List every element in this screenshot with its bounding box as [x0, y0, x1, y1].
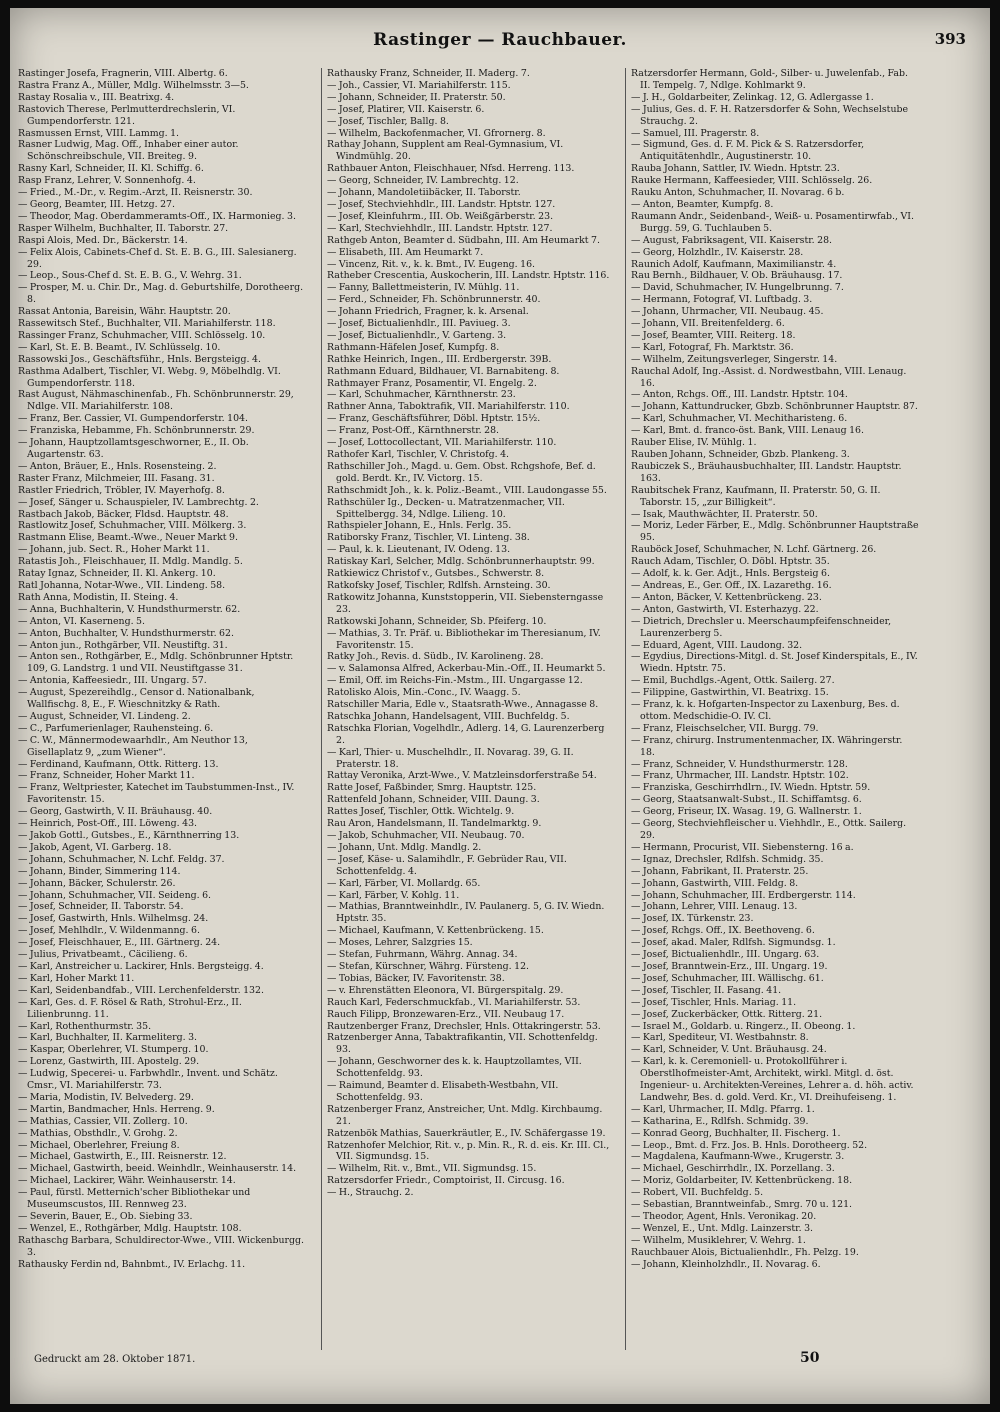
- directory-entry: — Karl, Stechviehhdlr., III. Landstr. Hptstr. 127.: [327, 222, 553, 234]
- directory-entry: — Franz, Geschäftsführer, Döbl. Hptstr. 15½.: [327, 413, 541, 425]
- directory-entry: Rauba Johann, Sattler, IV. Wiedn. Hptstr. 23.: [631, 163, 840, 175]
- directory-entry: — Mathias, Obsthdlr., V. Grohg. 2.: [18, 1127, 178, 1139]
- directory-entry: — Josef, Käse- u. Salamihdlr., F. Gebrüder Rau, VII. Schottenfeldg. 4.: [327, 853, 567, 877]
- directory-entry: — August, Spezereihdlg., Censor d. Nationalbank, Wallfischg. 8, E., F. Wieschnitzky & Rath.: [18, 687, 255, 711]
- directory-entry: — Josef, Kleinfuhrm., III. Ob. Weißgärberstr. 23.: [327, 210, 554, 222]
- directory-entry: — Michael, Oberlehrer, Freiung 8.: [18, 1139, 180, 1151]
- directory-entry: — Theodor, Mag. Oberdammeramts-Off., IX. Harmoniеg. 3.: [18, 210, 296, 222]
- directory-entry: Rastra Franz A., Müller, Mdlg. Wilhelmsstr. 3—5.: [18, 79, 249, 91]
- directory-entry: — Josef, Branntwein-Erz., III. Ungarg. 19.: [631, 960, 828, 972]
- directory-entry: — Mathias, Cassier, VII. Zollerg. 10.: [18, 1115, 188, 1127]
- directory-entry: — Jakob, Agent, VI. Garberg. 18.: [18, 841, 172, 853]
- directory-entry: — Jakob Gottl., Gutsbes., E., Kärnthnerring 13.: [18, 830, 240, 841]
- column-2: [321, 68, 615, 1350]
- directory-entry: — Samuel, III. Pragerstr. 8.: [631, 127, 760, 139]
- directory-entry: — Josef, Bictualienhdlr., V. Garteng. 3.: [327, 329, 507, 341]
- directory-entry: — Johann, jub. Sect. R., Hoher Markt 11.: [18, 544, 210, 556]
- directory-entry: — Johann, Binder, Simmering 114.: [18, 865, 181, 877]
- directory-entry: Rathmayer Franz, Posamentir, VI. Engelg. 2.: [327, 377, 537, 389]
- directory-entry: — Magdalena, Kaufmann-Wwe., Krugerstr. 3.: [631, 1151, 845, 1163]
- directory-entry: — Michael, Gastwirth, beeid. Weinhdlr., Weinhauserstr. 14.: [18, 1163, 297, 1175]
- directory-entry: — Karl, Thier- u. Muschelhdlr., II. Novarag. 39, G. II. Praterstr. 18.: [327, 746, 574, 770]
- directory-entry: Rau Aron, Handelsmann, II. Tandelmarktg. 9.: [327, 818, 542, 830]
- directory-entry: — Georg, Gastwirth, V. II. Bräuhausg. 40.: [18, 806, 213, 818]
- directory-entry: — Michael, Kaufmann, V. Kettenbrückeng. 15.: [327, 925, 544, 937]
- directory-entry: Ratschiller Maria, Edle v., Staatsrath-Wwe., Annagasse 8.: [327, 699, 599, 711]
- directory-entry: — v. Salamonsa Alfred, Ackerbau-Min.-Off., II. Heumarkt 5.: [327, 663, 606, 675]
- directory-entry: Rautzenberger Franz, Drechsler, Hnls. Ottakringerstr. 53.: [327, 1020, 601, 1032]
- directory-entry: — Jakob, Schuhmacher, VII. Neubaug. 70.: [327, 830, 525, 841]
- directory-entry: — Ignaz, Drechsler, Rdlfsh. Schmidg. 35.: [631, 853, 824, 865]
- directory-entry: Rastinger Josefa, Fragnerin, VIII. Albertg. 6.: [18, 68, 228, 79]
- directory-entry: Ratl Johanna, Notar-Wwe., VII. Lindeng. 58.: [18, 579, 226, 591]
- directory-entry: — Karl, k. k. Ceremoniell- u. Protokollführer i. Oberstlhofmeister-Amt, Architekt, wirkl. Mitgl. d. öst. Ingenieur- u. Architekten-Vereines, Lehrer a. d. höh. activ. Landwehr, Bes. d. gold. Verd. Kr., VI. Dreihufeiseng. 1.: [631, 1056, 914, 1103]
- directory-entry: — Karl, Schneider, V. Unt. Bräuhausg. 24.: [631, 1044, 827, 1056]
- directory-entry: — Mathias, 3. Tr. Präf. u. Bibliothekar im Theresianum, IV. Favoritenstr. 15.: [327, 627, 601, 651]
- directory-entry: — Josef, Bictualienhdlr., III. Ungarg. 63.: [631, 949, 820, 961]
- directory-entry: Ratastis Joh., Fleischhauer, II. Mdlg. Mandlg. 5.: [18, 556, 243, 568]
- directory-entry: — Josef, Schneider, II. Taborstr. 54.: [18, 901, 184, 913]
- directory-entry: Rauch Karl, Federschmuckfab., VI. Mariahilferstr. 53.: [327, 996, 581, 1008]
- directory-entry: Raubiczek S., Bräuhausbuchhalter, III. Landstr. Hauptstr. 163.: [631, 460, 902, 484]
- directory-entry: — Anton, Buchhalter, V. Hundsthurmerstr. 62.: [18, 627, 234, 639]
- directory-entry: — Georg, Beamter, III. Hetzg. 27.: [18, 198, 175, 210]
- directory-entry: — Karl, Schuhmacher, VI. Mechitharisteng. 6.: [631, 413, 848, 425]
- directory-entry: Ratay Ignaz, Schneider, II. Kl. Ankerg. 10.: [18, 568, 216, 580]
- directory-entry: Rathay Johann, Supplent am Real-Gymnasium, VI. Windmühlg. 20.: [327, 139, 564, 163]
- directory-entry: Rassat Antonia, Bareisin, Währ. Hauptstr. 20.: [18, 306, 231, 318]
- directory-entry: — Josef, Lottocollectant, VII. Mariahilferstr. 110.: [327, 437, 557, 449]
- page-number: 393: [934, 30, 966, 48]
- directory-entry: — Karl, Rothenthurmstr. 35.: [18, 1020, 152, 1032]
- directory-entry: Rauke Hermann, Kaffeesieder, VIII. Schlösselg. 26.: [631, 175, 873, 187]
- directory-entry: Rath Anna, Modistin, II. Steing. 4.: [18, 591, 179, 603]
- directory-entry: — Johann, Fabrikant, II. Praterstr. 25.: [631, 865, 809, 877]
- directory-entry: — Prosper, M. u. Chir. Dr., Mag. d. Geburtshilfe, Dorotheerg. 8.: [18, 282, 304, 306]
- directory-entry: — Karl, Seidenbandfab., VIII. Lerchenfelderstr. 132.: [18, 984, 264, 996]
- directory-entry: — Johann, Hauptzollamtsgeschworner, E., II. Ob. Augartenstr. 63.: [18, 437, 249, 460]
- directory-entry: Rasner Ludwig, Mag. Off., Inhaber einer autor. Schönschreibschule, VII. Breiteg. 9.: [18, 139, 239, 163]
- directory-entry: — C. W., Männermodewaarhdlr., Am Neuthor 13, Gisellaplatz 9, „zum Wiener“.: [18, 734, 248, 758]
- directory-entry: — Karl, Schuhmacher, Kärnthnerstr. 23.: [327, 389, 516, 401]
- directory-entry: Raunich Adolf, Kaufmann, Maximilianstr. 4.: [631, 258, 837, 270]
- directory-entry: — Karl, Uhrmacher, II. Mdlg. Pfarrg. 1.: [631, 1103, 815, 1115]
- directory-entry: Ratkowitz Johanna, Kunststopperin, VII. Siebensterngasse 23.: [327, 591, 604, 615]
- directory-entry: Rathschiller Joh., Magd. u. Gem. Obst. Rchgshofe, Bef. d. gold. Berdt. Kr., IV. Victorg. 15.: [327, 460, 596, 484]
- directory-entry: Rathschüler Ig., Decken- u. Matratzenmacher, VII. Spittelbergg. 34, Ndlge. Lilieng. 10.: [327, 496, 565, 520]
- directory-entry: Rathmann Eduard, Bildhauer, VI. Barnabiteng. 8.: [327, 365, 560, 377]
- directory-entry: — Paul, fürstl. Metternich'scher Bibliothekar und Museumscustos, III. Rennweg 23.: [18, 1187, 251, 1211]
- directory-entry: Rasny Karl, Schneider, II. Kl. Schiffg. 6.: [18, 163, 204, 175]
- directory-entry: Rattenfeld Johann, Schneider, VIII. Daung. 3.: [327, 794, 540, 806]
- directory-entry: Rastbach Jakob, Bäcker, Fldsd. Hauptstr. 48.: [18, 508, 229, 520]
- sheet-signature: 50: [800, 1350, 820, 1366]
- directory-entry: — Karl, Spediteur, VI. Westbahnstr. 8.: [631, 1032, 809, 1044]
- directory-entry: — Fanny, Ballettmeisterin, IV. Mühlg. 11.: [327, 282, 520, 294]
- directory-entry: Ratzenbök Mathias, Sauerkräutler, E., IV. Schäfergasse 19.: [327, 1127, 606, 1139]
- directory-entry: Raubitschek Franz, Kaufmann, II. Praterstr. 50, G. II. Taborstr. 15, „zur Billigkeit“.: [631, 484, 881, 508]
- directory-entry: — Konrad Georg, Buchhalter, II. Fischerg. 1.: [631, 1127, 841, 1139]
- directory-entry: — Vincenz, Rit. v., k. k. Bmt., IV. Eugeng. 16.: [327, 258, 536, 270]
- directory-entry: Rathaschg Barbara, Schuldirector-Wwe., VIII. Wickenburgg. 3.: [18, 1234, 304, 1258]
- directory-entry: Ratzenberger Franz, Anstreicher, Unt. Mdlg. Kirchbaumg. 21.: [327, 1103, 603, 1127]
- page-title: Rastinger — Rauchbauer.: [373, 30, 627, 50]
- directory-entry: — Adolf, k. k. Ger. Adjt., Hnls. Bergsteig 6.: [631, 568, 830, 580]
- directory-entry: — Raimund, Beamter d. Elisabeth-Westbahn, VII. Schottenfeldg. 93.: [327, 1080, 559, 1103]
- directory-entry: Rathofer Karl, Tischler, V. Christofg. 4.: [327, 449, 510, 460]
- directory-entry: — Stefan, Fuhrmann, Währg. Annag. 34.: [327, 949, 518, 961]
- directory-entry: — Karl, St. E. B. Beamt., IV. Schlüsselg. 10.: [18, 341, 221, 353]
- directory-entry: — Elisabeth, III. Am Heumarkt 7.: [327, 246, 484, 258]
- directory-entry: — Johann, Lehrer, VIII. Lenaug. 13.: [631, 901, 798, 913]
- directory-entry: — Josef, Platirer, VII. Kaiserstr. 6.: [327, 103, 485, 115]
- directory-entry: — Michael, Geschirrhdlr., IX. Porzellang. 3.: [631, 1163, 835, 1175]
- directory-entry: — Ludwig, Specerei- u. Farbwhdlr., Invent. und Schätz. Cmsr., VI. Mariahilferstr. 73.: [18, 1068, 278, 1092]
- directory-entry: — Karl, Färber, V. Kohlg. 11.: [327, 889, 460, 901]
- directory-entry: — Julius, Ges. d. F. H. Ratzersdorfer & Sohn, Wechselstube Strauchg. 2.: [631, 103, 909, 127]
- page-header: [10, 30, 990, 60]
- directory-entry: — Dietrich, Drechsler u. Meerschaumpfeifenschneider, Laurenzerberg 5.: [631, 615, 892, 639]
- directory-entry: — Heinrich, Post-Off., III. Löweng. 43.: [18, 818, 198, 830]
- directory-entry: — Julius, Privatbeamt., Cäcilieng. 6.: [18, 949, 188, 961]
- directory-entry: — Antonia, Kaffeesiedr., III. Ungarg. 57.: [18, 675, 207, 687]
- directory-entry: — Theodor, Agent, Hnls. Veronikag. 20.: [631, 1211, 817, 1222]
- directory-entry: Rauböck Josef, Schuhmacher, N. Lchf. Gärtnerg. 26.: [631, 544, 877, 556]
- directory-entry: — Mathias, Branntweinhdlr., IV. Paulanerg. 5, G. IV. Wiedn. Hptstr. 35.: [327, 901, 605, 925]
- directory-entry: Rathke Heinrich, Ingen., III. Erdbergerstr. 39B.: [327, 353, 552, 365]
- directory-entry: — Leop., Bmt. d. Frz. Jos. B. Hnls. Dorotheerg. 52.: [631, 1139, 868, 1151]
- directory-entry: Rauber Elise, IV. Mühlg. 1.: [631, 437, 757, 449]
- directory-entry: Ratkiewicz Christof v., Gutsbes., Schwerstr. 8.: [327, 568, 545, 580]
- directory-entry: — Anton sen., Rothgärber, E., Mdlg. Schönbrunner Hptstr. 109, G. Landstrg. 1 und VII. Neustiftgasse 31.: [18, 651, 294, 675]
- directory-entry: — Wilhelm, Musiklehrer, V. Wehrg. 1.: [631, 1234, 806, 1246]
- directory-entry: — Franz, Schneider, Hoher Markt 11.: [18, 770, 195, 782]
- directory-columns: [18, 68, 982, 1350]
- directory-entry: — Johann, Schneider, II. Praterstr. 50.: [327, 91, 506, 103]
- directory-entry: Ratheber Crescentia, Auskocherin, III. Landstr. Hptstr. 116.: [327, 270, 610, 282]
- directory-entry: — Andreas, E., Ger. Off., IX. Lazarethg. 16.: [631, 579, 832, 591]
- directory-entry: — Franziska, Hebamme, Fh. Schönbrunnerstr. 29.: [18, 425, 255, 437]
- directory-entry: Ratzenberger Anna, Tabaktrafikantin, VII. Schottenfeldg. 93.: [327, 1032, 598, 1056]
- directory-entry: — Josef, akad. Maler, Rdlfsh. Sigmundsg. 1.: [631, 937, 836, 949]
- directory-entry: — Johann, Schuhmacher, III. Erdbergerstr. 114.: [631, 889, 856, 901]
- directory-entry: — Franz, Uhrmacher, III. Landstr. Hptstr. 102.: [631, 770, 849, 782]
- directory-entry: Rathausky Ferdin nd, Bahnbmt., IV. Erlachg. 11.: [18, 1258, 246, 1270]
- directory-entry: — Johann, VII. Breitenfelderg. 6.: [631, 318, 785, 330]
- directory-entry: — Franz, Ber. Cassier, VI. Gumpendorferstr. 104.: [18, 413, 248, 425]
- directory-entry: — Sebastian, Branntweinfab., Smrg. 70 u. 121.: [631, 1199, 853, 1211]
- directory-entry: Rathmann-Häfelen Josef, Kumpfg. 8.: [327, 341, 500, 353]
- directory-entry: — Franziska, Geschirrhdlrn., IV. Wiedn. Hptstr. 59.: [631, 782, 871, 794]
- directory-entry: — David, Schuhmacher, IV. Hungelbrunng. 7.: [631, 282, 844, 294]
- directory-entry: — Martin, Bandmacher, Hnls. Herreng. 9.: [18, 1103, 215, 1115]
- directory-entry: — Franz, k. k. Hofgarten-Inspector zu Laxenburg, Bes. d. ottom. Medschidie-O. IV. Cl.: [631, 699, 900, 722]
- directory-entry: Raumann Andr., Seidenband-, Weiß- u. Posamentirwfab., VI. Burgg. 59, G. Tuchlauben 5.: [631, 210, 914, 234]
- directory-entry: — Anton, Rchgs. Off., III. Landstr. Hptstr. 104.: [631, 389, 848, 401]
- directory-entry: — Franz, chirurg. Instrumentenmacher, IX. Währingerstr. 18.: [631, 734, 903, 758]
- directory-entry: Ratolisko Alois, Min.-Conc., IV. Waagg. 5.: [327, 687, 521, 699]
- directory-entry: Ratschka Florian, Vogelhdlr., Adlerg. 14, G. Laurenzerberg 2.: [327, 722, 605, 746]
- directory-entry: — Severin, Bauer, E., Ob. Siebing 33.: [18, 1211, 193, 1222]
- directory-entry: — Josef, Rchgs. Off., IX. Beethoveng. 6.: [631, 925, 815, 937]
- directory-entry: Rastlowitz Josef, Schuhmacher, VIII. Mölkerg. 3.: [18, 520, 247, 532]
- directory-entry: — Maria, Modistin, IV. Belvederg. 29.: [18, 1091, 194, 1103]
- directory-entry: — Robert, VII. Buchfeldg. 5.: [631, 1187, 764, 1199]
- directory-entry: — Georg, Stechviehfleischer u. Viehhdlr., E., Ottk. Sailerg. 29.: [631, 818, 907, 841]
- directory-entry: Rathbauer Anton, Fleischhauer, Nfsd. Herreng. 113.: [327, 163, 575, 175]
- directory-entry: — Johann, Mandoletiibäcker, II. Taborstr.: [327, 187, 521, 199]
- directory-entry: Ratzersdorfer Hermann, Gold-, Silber- u. Juwelenfab., Fab. II. Tempelg. 7, Ndlge. Kohlmarkt 9.: [631, 68, 908, 91]
- directory-entry: — August, Schneider, VI. Lindeng. 2.: [18, 710, 191, 722]
- directory-entry: Ratte Josef, Faßbinder, Smrg. Hauptstr. 125.: [327, 782, 537, 794]
- directory-entry: — Georg, Schneider, IV. Lambrechtg. 12.: [327, 175, 519, 187]
- column-3: [625, 68, 919, 1350]
- directory-entry: — Josef, Schuhmacher, III. Wällischg. 61.: [631, 972, 824, 984]
- directory-entry: — Josef, Tischler, Hnls. Mariag. 11.: [631, 996, 797, 1008]
- directory-entry: Ratschka Johann, Handelsagent, VIII. Buchfeldg. 5.: [327, 710, 570, 722]
- directory-entry: — Karl, Bmt. d. franco-öst. Bank, VIII. Lenaug 16.: [631, 425, 865, 437]
- directory-entry: Rauchal Adolf, Ing.-Assist. d. Nordwestbahn, VIII. Lenaug. 16.: [631, 365, 907, 389]
- directory-entry: — Anton, Gastwirth, VI. Esterhazyg. 22.: [631, 603, 819, 615]
- directory-entry: — Michael, Lackirer, Währ. Weinhauserstr. 14.: [18, 1175, 236, 1187]
- directory-entry: — Sigmund, Ges. d. F. M. Pick & S. Ratzersdorfer, Antiquitätenhdlr., Augustinerstr. 10.: [631, 139, 865, 163]
- directory-entry: Ratzenhofer Melchior, Rit. v., p. Min. R., R. d. eis. Kr. III. Cl., VII. Sigmundsg. 15.: [327, 1139, 610, 1163]
- directory-entry: Rassewitsch Stef., Buchhalter, VII. Mariahilferstr. 118.: [18, 318, 276, 330]
- directory-entry: — Johann, Bäcker, Schulerstr. 26.: [18, 877, 176, 889]
- directory-entry: — Moses, Lehrer, Salzgries 15.: [327, 937, 473, 949]
- directory-entry: — Karl, Fotograf, Fh. Marktstr. 36.: [631, 341, 794, 353]
- directory-entry: — Joh., Cassier, VI. Mariahilferstr. 115.: [327, 79, 511, 91]
- directory-entry: — Georg, Holzhdlr., IV. Kaiserstr. 28.: [631, 246, 804, 258]
- directory-entry: — Ferd., Schneider, Fh. Schönbrunnerstr. 40.: [327, 294, 541, 306]
- directory-entry: — Johann, Geschworner des k. k. Hauptzollamtes, VII. Schottenfeldg. 93.: [327, 1056, 582, 1080]
- directory-entry: Ratzersdorfer Friedr., Comptoirist, II. Circusg. 16.: [327, 1175, 565, 1187]
- directory-entry: — Wilhelm, Zeitungsverleger, Singerstr. 14.: [631, 353, 838, 365]
- directory-entry: Rastmann Elise, Beamt.-Wwe., Neuer Markt 9.: [18, 532, 238, 544]
- directory-entry: — Johann, Kleinholzhdlr., II. Novarag. 6.: [631, 1258, 821, 1270]
- directory-entry: Rauch Adam, Tischler, O. Döbl. Hptstr. 35.: [631, 556, 830, 568]
- directory-entry: — Josef, Tischler, II. Fasang. 41.: [631, 984, 782, 996]
- directory-entry: — Felix Alois, Cabinets-Chef d. St. E. B. G., III. Salesianerg. 29.: [18, 246, 297, 270]
- column-1: [18, 68, 306, 1350]
- directory-entry: Rasmussen Ernst, VIII. Lammg. 1.: [18, 127, 180, 139]
- directory-entry: — Tobias, Bäcker, IV. Favoritenstr. 38.: [327, 972, 505, 984]
- directory-entry: — Franz, Weltpriester, Katechet im Taubstummen-Inst., IV. Favoritenstr. 15.: [18, 782, 295, 806]
- directory-entry: — Franz, Post-Off., Kärnthnerstr. 28.: [327, 425, 500, 437]
- directory-entry: — Filippine, Gastwirthin, VI. Beatrixg. 15.: [631, 687, 829, 699]
- directory-entry: — Hermann, Procurist, VII. Siebensterng. 16 a.: [631, 841, 854, 853]
- directory-entry: — Anton, VI. Kaserneng. 5.: [18, 615, 145, 627]
- directory-entry: — Hermann, Fotograf, VI. Luftbadg. 3.: [631, 294, 813, 306]
- directory-entry: — Georg, Staatsanwalt-Subst., II. Schiffamtsg. 6.: [631, 794, 862, 806]
- directory-entry: — Anna, Buchhalterin, V. Hundsthurmerstr. 62.: [18, 603, 241, 615]
- directory-entry: Rassinger Franz, Schuhmacher, VIII. Schlösselg. 10.: [18, 329, 266, 341]
- directory-entry: — Johann, Schuhmacher, N. Lchf. Feldg. 37.: [18, 853, 225, 865]
- directory-entry: Rauben Johann, Schneider, Gbzb. Plankeng. 3.: [631, 449, 850, 460]
- directory-entry: Rast August, Nähmaschinenfab., Fh. Schönbrunnerstr. 29, Ndlge. VII. Mariahilferstr. 108.: [18, 389, 294, 413]
- directory-entry: Ratiborsky Franz, Tischler, VI. Linteng. 38.: [327, 532, 530, 544]
- directory-entry: — Wilhelm, Rit. v., Bmt., VII. Sigmundsg. 15.: [327, 1163, 537, 1175]
- directory-entry: — Josef, Mehlhdlr., V. Wildenmanng. 6.: [18, 925, 200, 937]
- directory-entry: Rauchbauer Alois, Bictualienhdlr., Fh. Pelzg. 19.: [631, 1246, 859, 1258]
- directory-entry: — Johann, Kattundrucker, Gbzb. Schönbrunner Hauptstr. 87.: [631, 401, 918, 413]
- directory-entry: Rathausky Franz, Schneider, II. Maderg. 7.: [327, 68, 530, 79]
- directory-entry: — Leop., Sous-Chef d. St. E. B. G., V. Wehrg. 31.: [18, 270, 242, 282]
- directory-entry: — Ferdinand, Kaufmann, Ottk. Ritterg. 13.: [18, 758, 219, 770]
- directory-entry: Rastovich Therese, Perlmutterdrechslerin, VI. Gumpendorferstr. 121.: [18, 103, 236, 127]
- directory-entry: Rau Bernh., Bildhauer, V. Ob. Bräuhausg. 17.: [631, 270, 843, 282]
- directory-entry: — Johann, Uhrmacher, VII. Neubaug. 45.: [631, 306, 824, 318]
- directory-entry: Rasper Wilhelm, Buchhalter, II. Taborstr. 27.: [18, 222, 229, 234]
- directory-entry: — Moriz, Leder Färber, E., Mdlg. Schönbrunner Hauptstraße 95.: [631, 520, 919, 544]
- directory-entry: — Karl, Ges. d. F. Rösel & Rath, Strohul-Erz., II. Lilienbrunng. 11.: [18, 996, 242, 1020]
- directory-entry: — Karl, Anstreicher u. Lackirer, Hnls. Bergsteigg. 4.: [18, 960, 264, 972]
- directory-entry: — Michael, Gastwirth, E., III. Reisnerstr. 12.: [18, 1151, 227, 1163]
- directory-entry: — Josef, Bictualienhdlr., III. Paviueg. 3.: [327, 318, 511, 330]
- directory-entry: Rattes Josef, Tischler, Ottk. Wichtelg. 9.: [327, 806, 515, 818]
- directory-entry: — Wilhelm, Backofenmacher, VI. Gfrornerg. 8.: [327, 127, 546, 139]
- directory-entry: — Moriz, Goldarbeiter, IV. Kettenbrückeng. 18.: [631, 1175, 853, 1187]
- directory-entry: — Josef, Beamter, VIII. Reiterg. 18.: [631, 329, 796, 341]
- directory-entry: Rauku Anton, Schuhmacher, II. Novarag. 6 b.: [631, 187, 845, 199]
- directory-entry: — Franz, Schneider, V. Hundsthurmerstr. 128.: [631, 758, 848, 770]
- directory-entry: Raspi Alois, Med. Dr., Bäckerstr. 14.: [18, 234, 188, 246]
- directory-entry: — Johann, Unt. Mdlg. Mandlg. 2.: [327, 841, 482, 853]
- directory-entry: Raster Franz, Milchmeier, III. Fasang. 31.: [18, 472, 215, 484]
- directory-entry: — Josef, Sänger u. Schauspieler, IV. Lambrechtg. 2.: [18, 496, 259, 508]
- directory-entry: — Eduard, Agent, VIII. Laudong. 32.: [631, 639, 803, 651]
- directory-entry: — Emil, Off. im Reichs-Fin.-Mstm., III. Ungargasse 12.: [327, 675, 583, 687]
- directory-entry: — Johann, Schuhmacher, VII. Seideng. 6.: [18, 889, 212, 901]
- directory-entry: Rasp Franz, Lehrer, V. Sonnenhofg. 4.: [18, 175, 196, 187]
- directory-entry: Ratky Joh., Revis. d. Südb., IV. Karolineng. 28.: [327, 651, 544, 663]
- directory-entry: — Israel M., Goldarb. u. Ringerz., II. Obeong. 1.: [631, 1020, 856, 1032]
- directory-entry: Rathschmidt Joh., k. k. Poliz.-Beamt., VIII. Laudongasse 55.: [327, 484, 607, 496]
- directory-entry: Rastay Rosalia v., III. Beatrixg. 4.: [18, 91, 175, 103]
- directory-entry: — Wenzel, E., Rothgärber, Mdlg. Hauptstr. 108.: [18, 1222, 242, 1234]
- directory-entry: — Karl, Färber, VI. Mollardg. 65.: [327, 877, 481, 889]
- directory-entry: — Josef, IX. Türkenstr. 23.: [631, 913, 754, 925]
- directory-entry: — Anton, Bäcker, V. Kettenbrückeng. 23.: [631, 591, 822, 603]
- directory-entry: — Georg, Friseur, IX. Wasag. 19, G. Wallnerstr. 1.: [631, 806, 862, 818]
- directory-entry: Rathspieler Johann, E., Hnls. Ferlg. 35.: [327, 520, 512, 532]
- directory-entry: — Lorenz, Gastwirth, III. Apostelg. 29.: [18, 1056, 200, 1068]
- directory-entry: — Karl, Buchhalter, II. Karmeliterg. 3.: [18, 1032, 198, 1044]
- directory-entry: — Josef, Gastwirth, Hnls. Wilhelmsg. 24.: [18, 913, 209, 925]
- directory-entry: — Johann, Gastwirth, VIII. Feldg. 8.: [631, 877, 799, 889]
- directory-entry: — Kaspar, Oberlehrer, VI. Stumperg. 10.: [18, 1044, 209, 1056]
- directory-entry: — Paul, k. k. Lieutenant, IV. Odeng. 13.: [327, 544, 511, 556]
- directory-entry: — Anton, Bräuer, E., Hnls. Rosensteing. 2.: [18, 460, 217, 472]
- directory-entry: — Stefan, Kürschner, Währg. Fürsteng. 12.: [327, 960, 530, 972]
- directory-entry: — Anton, Beamter, Kumpfg. 8.: [631, 198, 774, 210]
- directory-entry: — H., Strauchg. 2.: [327, 1187, 414, 1199]
- directory-entry: — Katharina, E., Rdlfsh. Schmidg. 39.: [631, 1115, 809, 1127]
- directory-entry: — Josef, Zuckerbäcker, Ottk. Ritterg. 21.: [631, 1008, 823, 1020]
- print-date-note: Gedruckt am 28. Oktober 1871.: [34, 1354, 196, 1365]
- directory-entry: — Josef, Fleischhauer, E., III. Gärtnerg. 24.: [18, 937, 221, 949]
- directory-entry: — C., Parfumerienlager, Rauhensteing. 6.: [18, 722, 214, 734]
- directory-entry: — Emil, Buchdlgs.-Agent, Ottk. Sailerg. 27.: [631, 675, 835, 687]
- directory-entry: Rauch Filipp, Bronzewaren-Erz., VII. Neubaug 17.: [327, 1008, 565, 1020]
- directory-entry: — v. Ehrenstätten Eleonora, VI. Bürgerspitalg. 29.: [327, 984, 564, 996]
- directory-entry: — Egydius, Directions-Mitgl. d. St. Josef Kinderspitals, E., IV. Wiedn. Hptstr. 75.: [631, 651, 918, 675]
- directory-entry: Ratkowski Johann, Schneider, Sb. Pfeiferg. 10.: [327, 615, 547, 627]
- directory-page: [10, 8, 990, 1404]
- directory-entry: — Franz, Fleischselcher, VII. Burgg. 79.: [631, 722, 819, 734]
- directory-entry: Rassowski Jos., Geschäftsführ., Hnls. Bergsteigg. 4.: [18, 353, 261, 365]
- directory-entry: Rattay Veronika, Arzt-Wwe., V. Matzleinsdorferstraße 54.: [327, 770, 597, 782]
- directory-entry: Rastler Friedrich, Tröbler, IV. Mayerhofg. 8.: [18, 484, 225, 496]
- directory-entry: — Anton jun., Rothgärber, VII. Neustiftg. 31.: [18, 639, 228, 651]
- directory-entry: Ratiskay Karl, Selcher, Mdlg. Schönbrunnerhauptstr. 99.: [327, 556, 595, 568]
- directory-entry: — J. H., Goldarbeiter, Zelinkag. 12, G. Adlergasse 1.: [631, 91, 874, 103]
- directory-entry: Rathgeb Anton, Beamter d. Südbahn, III. Am Heumarkt 7.: [327, 234, 600, 246]
- directory-entry: — Fried., M.-Dr., v. Regim.-Arzt, II. Reisnerstr. 30.: [18, 187, 253, 199]
- directory-entry: Rathner Anna, Taboktrafik, VII. Mariahilferstr. 110.: [327, 401, 570, 413]
- directory-entry: — Karl, Hoher Markt 11.: [18, 972, 135, 984]
- directory-entry: — Johann Friedrich, Fragner, k. k. Arsenal.: [327, 306, 529, 318]
- directory-entry: Rasthma Adalbert, Tischler, VI. Webg. 9, Möbelhdlg. VI. Gumpendorferstr. 118.: [18, 365, 281, 389]
- directory-entry: — Isak, Mauthwächter, II. Praterstr. 50.: [631, 508, 818, 520]
- directory-entry: — August, Fabriksagent, VII. Kaiserstr. 28.: [631, 234, 833, 246]
- directory-entry: — Josef, Tischler, Ballg. 8.: [327, 115, 449, 127]
- directory-entry: — Wenzel, E., Unt. Mdlg. Lainzerstr. 3.: [631, 1222, 814, 1234]
- directory-entry: — Josef, Stechviehhdlr., III. Landstr. Hptstr. 127.: [327, 198, 556, 210]
- directory-entry: Ratkofsky Josef, Tischler, Rdlfsh. Arnsteing. 30.: [327, 579, 551, 591]
